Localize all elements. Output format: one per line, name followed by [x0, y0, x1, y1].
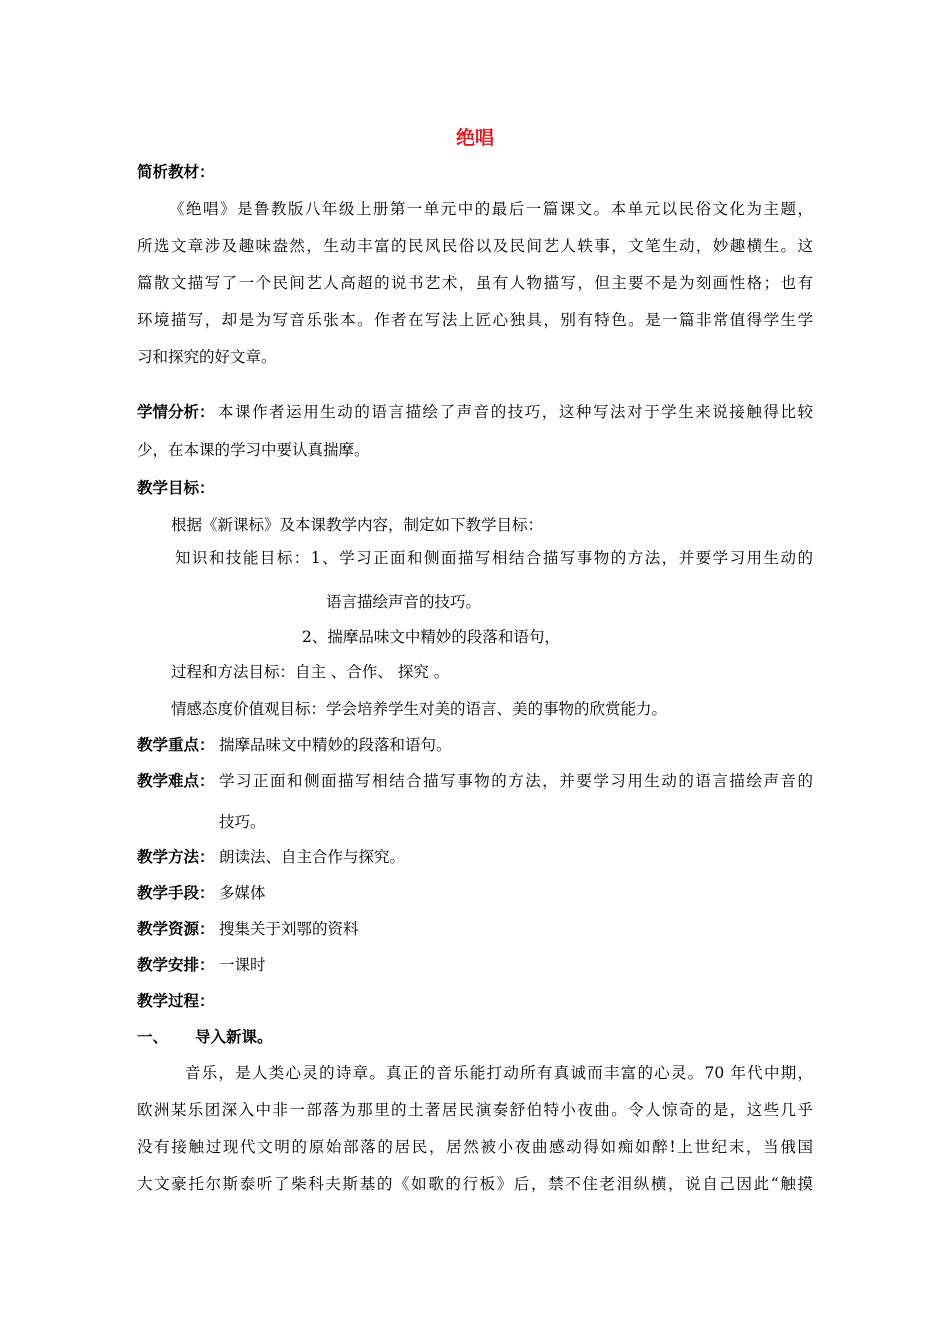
analysis-line-4: 环境描写，却是为写音乐张本。作者在写法上匠心独具，别有特色。是一篇非常值得学生学 [137, 311, 813, 329]
goals-knowledge-1: 知识和技能目标：1、学习正面和侧面描写相结合描写事物的方法，并要学习用生动的 [175, 549, 813, 567]
resources-label: 教学资源： [137, 920, 215, 938]
method-label: 教学方法： [137, 848, 215, 866]
intro-line-4: 大文豪托尔斯泰听了柴科夫斯基的《如歌的行板》后，禁不住老泪纵横，说自己因此“触摸 [137, 1175, 813, 1193]
key-label: 教学重点： [137, 736, 215, 754]
key-text: 揣摩品味文中精妙的段落和语句。 [219, 736, 452, 754]
section-1-number: 一、 [137, 1028, 169, 1046]
intro-line-3: 没有接触过现代文明的原始部落的居民，居然被小夜曲感动得如痴如醉!上世纪末，当俄国 [137, 1138, 813, 1156]
learner-line-2: 少，在本课的学习中要认真揣摩。 [137, 441, 370, 459]
section-1-title: 导入新课。 [195, 1028, 273, 1046]
analysis-line-3: 篇散文描写了一个民间艺人高超的说书艺术，虽有人物描写，但主要不是为刻画性格；也有 [137, 274, 813, 292]
difficulty-label: 教学难点： [137, 772, 215, 790]
means-label: 教学手段： [137, 884, 215, 902]
analysis-line-1: 《绝唱》是鲁教版八年级上册第一单元中的最后一篇课文。本单元以民俗文化为主题， [169, 200, 813, 218]
analysis-heading: 简析教材： [137, 163, 215, 181]
resources-text: 搜集关于刘鄂的资料 [219, 920, 359, 938]
intro-line-2: 欧洲某乐团深入中非一部落为那里的土著居民演奏舒伯特小夜曲。令人惊奇的是，这些几乎 [137, 1101, 813, 1119]
goals-emotion: 情感态度价值观目标：学会培养学生对美的语言、美的事物的欣赏能力。 [171, 700, 668, 718]
intro-line-1: 音乐，是人类心灵的诗章。真正的音乐能打动所有真诚而丰富的心灵。70 年代中期， [185, 1064, 813, 1082]
document-title: 绝唱 [455, 127, 494, 149]
goals-intro: 根据《新课标》及本课教学内容，制定如下教学目标： [171, 516, 544, 534]
analysis-line-5: 习和探究的好文章。 [137, 348, 277, 366]
difficulty-text-2: 技巧。 [219, 813, 266, 831]
process-heading: 教学过程： [137, 992, 215, 1010]
goals-knowledge-2: 2、揣摩品味文中精妙的段落和语句， [302, 628, 560, 646]
goals-process: 过程和方法目标：自主 、合作、 探究 。 [171, 663, 450, 681]
difficulty-text-1: 学习正面和侧面描写相结合描写事物的方法，并要学习用生动的语言描绘声音的 [219, 772, 813, 790]
schedule-label: 教学安排： [137, 956, 215, 974]
method-text: 朗读法、自主合作与探究。 [219, 848, 406, 866]
schedule-text: 一课时 [219, 956, 266, 974]
learner-line-1: 本课作者运用生动的语言描绘了声音的技巧，这种写法对于学生来说接触得比较 [218, 403, 813, 421]
goals-knowledge-1-cont: 语言描绘声音的技巧。 [326, 593, 482, 611]
learner-heading: 学情分析： [137, 403, 215, 421]
goals-heading: 教学目标： [137, 479, 215, 497]
analysis-line-2: 所选文章涉及趣味盎然，生动丰富的民风民俗以及民间艺人轶事，文笔生动，妙趣横生。这 [137, 237, 813, 255]
means-text: 多媒体 [219, 884, 266, 902]
